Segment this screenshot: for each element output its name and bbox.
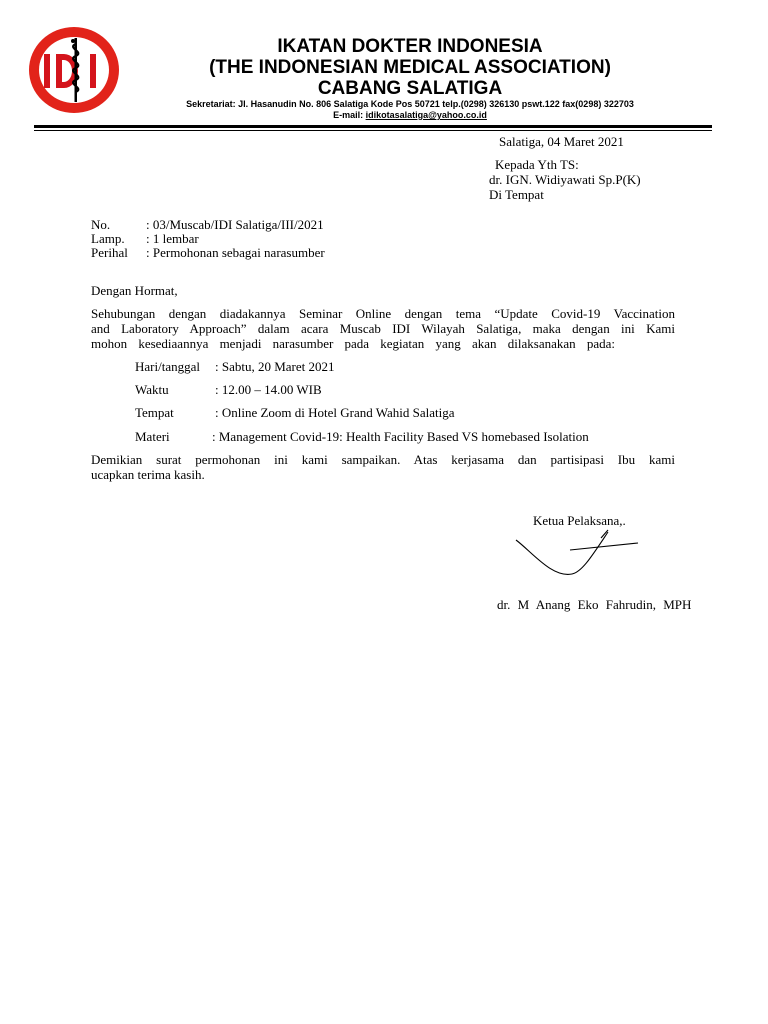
header-rule-thin — [34, 130, 712, 131]
secretariat-address: Sekretariat: Jl. Hasanudin No. 806 Salatiga Kode Pos 50721 telp.(0298) 326130 pswt.122 fax(0298) 322703 — [186, 99, 634, 109]
detail-value-time: : 12.00 – 14.00 WIB — [215, 382, 322, 397]
reference-label-attachment: Lamp. — [91, 231, 125, 246]
recipient-name: dr. IGN. Widiyawati Sp.P(K) — [489, 172, 641, 187]
org-name: IKATAN DOKTER INDONESIA — [277, 36, 543, 57]
reference-label-number: No. — [91, 217, 111, 232]
detail-label-topic: Materi — [135, 429, 170, 444]
handwritten-signature — [512, 526, 642, 580]
email-line — [100, 110, 720, 120]
detail-value-place: : Online Zoom di Hotel Grand Wahid Salatiga — [215, 405, 455, 420]
detail-label-place: Tempat — [135, 405, 174, 420]
paragraph-line: and Laboratory Approach” dalam acara Muscab IDI Wilayah Salatiga, maka dengan ini Kami — [91, 321, 675, 336]
closing-line: ucapkan terima kasih. — [91, 467, 205, 482]
header-rule-thick — [34, 125, 712, 128]
place-date: Salatiga, 04 Maret 2021 — [499, 134, 624, 149]
paragraph-line: mohon kesediaannya menjadi narasumber pada kegiatan yang akan dilaksanakan pada: — [91, 336, 615, 351]
paragraph-line: Sehubungan dengan diadakannya Seminar Online dengan tema “Update Covid-19 Vaccination — [91, 306, 675, 321]
reference-value-number: : 03/Muscab/IDI Salatiga/III/2021 — [146, 217, 324, 232]
recipient-location: Di Tempat — [489, 187, 544, 202]
detail-value-date: : Sabtu, 20 Maret 2021 — [215, 359, 335, 374]
email-label: E-mail: — [333, 110, 364, 120]
detail-value-topic: : Management Covid-19: Health Facility Based VS homebased Isolation — [212, 429, 589, 444]
email-link[interactable]: idikotasalatiga@yahoo.co.id — [365, 110, 487, 120]
reference-label-subject: Perihal — [91, 245, 128, 260]
signatory-name: dr. M Anang Eko Fahrudin, MPH — [497, 597, 692, 612]
branch-name: CABANG SALATIGA — [317, 78, 503, 99]
recipient-greeting: Kepada Yth TS: — [495, 157, 579, 172]
closing-line: Demikian surat permohonan ini kami sampaikan. Atas kerjasama dan partisipasi Ibu kami — [91, 452, 675, 467]
reference-value-subject: : Permohonan sebagai narasumber — [146, 245, 325, 260]
detail-label-time: Waktu — [135, 382, 169, 397]
org-name-english: (THE INDONESIAN MEDICAL ASSOCIATION) — [209, 57, 611, 78]
signatory-title: Ketua Pelaksana,. — [533, 513, 626, 528]
reference-value-attachment: : 1 lembar — [146, 231, 199, 246]
detail-label-date: Hari/tanggal — [135, 359, 200, 374]
salutation: Dengan Hormat, — [91, 283, 178, 298]
